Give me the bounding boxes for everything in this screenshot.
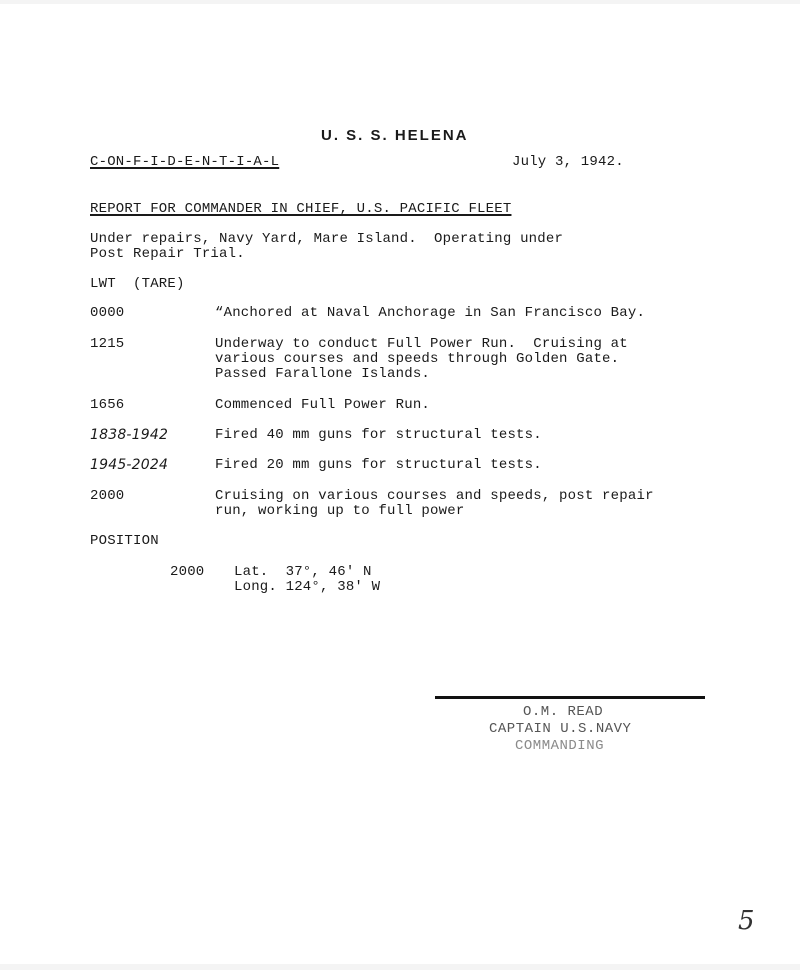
entry-time: 1215 bbox=[90, 336, 125, 352]
report-date: July 3, 1942. bbox=[512, 154, 624, 170]
position-longitude: Long. 124°, 38' W bbox=[234, 579, 381, 595]
entry-time: 2000 bbox=[90, 488, 125, 504]
entry-text: Fired 20 mm guns for structural tests. bbox=[215, 457, 542, 473]
entry-time: 0000 bbox=[90, 305, 125, 321]
entry-text: “Anchored at Naval Anchorage in San Francisco Bay. bbox=[215, 305, 646, 321]
entry-text: Commenced Full Power Run. bbox=[215, 397, 431, 413]
position-latitude: Lat. 37°, 46' N bbox=[234, 564, 372, 580]
status-line-2: Post Repair Trial. bbox=[90, 246, 245, 262]
entry-text: Underway to conduct Full Power Run. Cruising at bbox=[215, 336, 628, 352]
entry-text: Cruising on various courses and speeds, post repair bbox=[215, 488, 654, 504]
report-subject: REPORT FOR COMMANDER IN CHIEF, U.S. PACIFIC FLEET bbox=[90, 201, 512, 217]
ship-name: U. S. S. HELENA bbox=[321, 127, 469, 144]
entry-time: 1838-1942 bbox=[90, 427, 169, 443]
entry-text: Passed Farallone Islands. bbox=[215, 366, 431, 382]
entry-time: 1945-2024 bbox=[90, 457, 169, 473]
entry-text: various courses and speeds through Golden Gate. bbox=[215, 351, 620, 367]
time-zone-label: LWT (TARE) bbox=[90, 276, 185, 292]
classification-marking: C-ON-F-I-D-E-N-T-I-A-L bbox=[90, 154, 280, 170]
scan-edge-top bbox=[0, 0, 800, 4]
position-heading: POSITION bbox=[90, 533, 159, 549]
entry-time: 1656 bbox=[90, 397, 125, 413]
position-time: 2000 bbox=[170, 564, 205, 580]
status-line-1: Under repairs, Navy Yard, Mare Island. Operating under bbox=[90, 231, 564, 247]
entry-text: Fired 40 mm guns for structural tests. bbox=[215, 427, 542, 443]
page-number: 5 bbox=[738, 906, 755, 936]
entry-text: run, working up to full power bbox=[215, 503, 465, 519]
signature-rank: CAPTAIN U.S.NAVY bbox=[489, 721, 632, 737]
scan-edge-bottom bbox=[0, 964, 800, 970]
signature-name: O.M. READ bbox=[523, 704, 604, 720]
signature-title: COMMANDING bbox=[515, 738, 605, 754]
signature-rule bbox=[435, 696, 705, 699]
